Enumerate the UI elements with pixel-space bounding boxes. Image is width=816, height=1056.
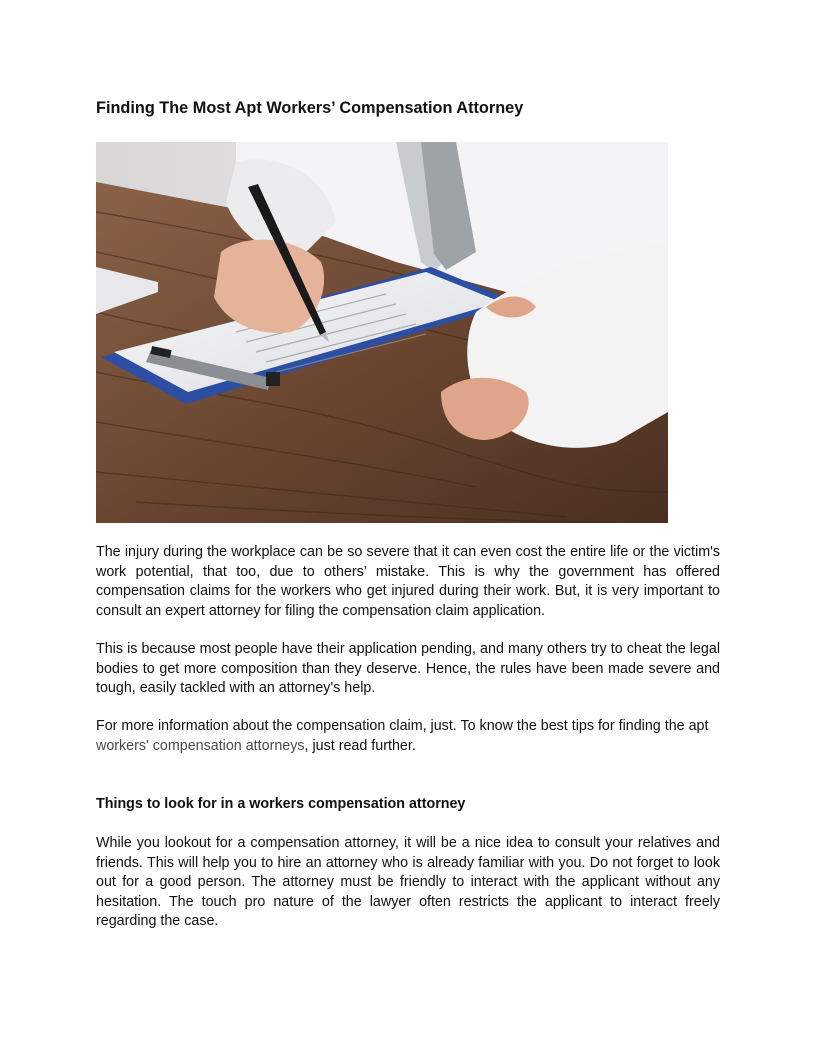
paragraph-more-info-text-before: For more information about the compensation claim, just. To know the best tips for finding the apt (96, 718, 709, 734)
workers-compensation-attorneys-link[interactable]: workers' compensation attorneys (96, 737, 305, 754)
paragraph-more-info-text-after: , just read further. (304, 737, 416, 754)
section-subheading: Things to look for in a workers compensation attorney (96, 796, 466, 812)
article-photo (96, 142, 668, 523)
paragraph-lookout: While you lookout for a compensation attorney, it will be a nice idea to consult your relatives and friends. This will help you to hire an attorney who is already familiar with you. Do not forget to look out for a good person. The attorney must be friendly to interact with the applicant without any hesitation. The touch pro nature of the lawyer often restricts the applicant to interact freely regarding the case. (96, 835, 720, 929)
photo-illustration (96, 142, 668, 523)
paragraph-intro: The injury during the workplace can be so severe that it can even cost the entire life or the victim's work potential, that too, due to others’ mistake. This is why the government has offered compensation claims for the workers who get injured during their work. But, it is very important to consult an expert attorney for filing the compensation claim application. (96, 544, 720, 619)
page-title: Finding The Most Apt Workers’ Compensation Attorney (96, 99, 524, 117)
paragraph-reason: This is because most people have their application pending, and many others try to cheat the legal bodies to get more composition than they deserve. Hence, the rules have been made severe and tough, easily tackled with an attorney's help. (96, 641, 720, 696)
paragraph-more-info (96, 717, 720, 756)
